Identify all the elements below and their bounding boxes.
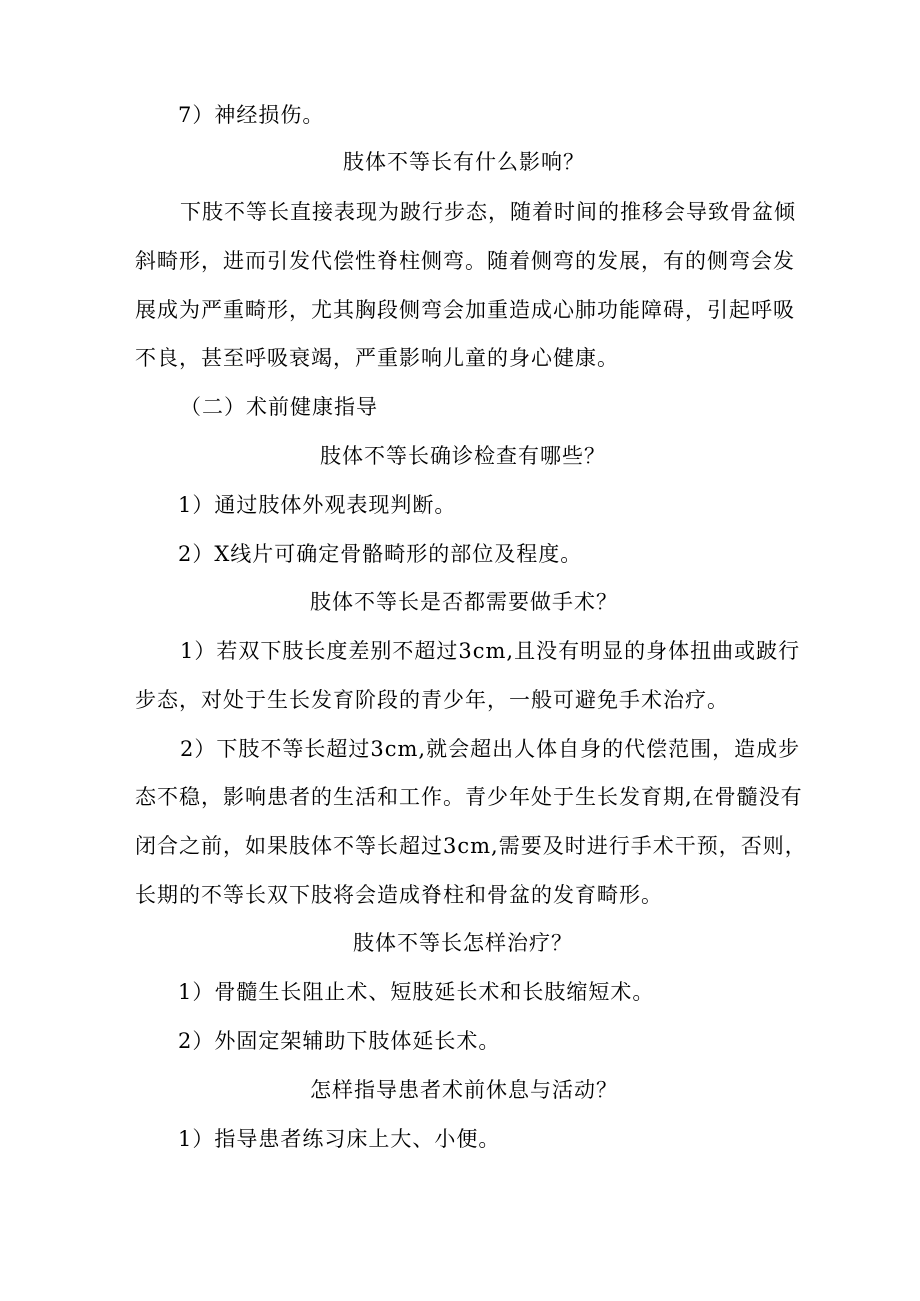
paragraph-line: 2）下肢不等长超过3cm,就会超出人体自身的代偿范围，造成步 xyxy=(180,737,801,761)
question-heading: 怎样指导患者术前休息与活动？ xyxy=(310,1078,618,1102)
question-heading: 肢体不等长怎样治疗？ xyxy=(353,931,573,955)
paragraph-line: 1）若双下肢长度差别不超过3cm,且没有明显的身体扭曲或跛行 xyxy=(180,639,801,663)
paragraph-line: 不良，甚至呼吸衰竭，严重影响儿童的身心健康。 xyxy=(135,346,619,370)
paragraph-line: 步态，对处于生长发育阶段的青少年，一般可避免手术治疗。 xyxy=(135,688,729,712)
paragraph-line: 态不稳，影响患者的生活和工作。青少年处于生长发育期,在骨髓没有 xyxy=(135,785,803,809)
question-heading: 肢体不等长确诊检查有哪些？ xyxy=(320,444,606,468)
question-heading: 肢体不等长是否都需要做手术？ xyxy=(310,590,618,614)
list-item-nerve-injury: 7）神经损伤。 xyxy=(178,103,325,127)
paragraph-line: 闭合之前，如果肢体不等长超过3cm,需要及时进行手术干预，否则， xyxy=(135,834,807,858)
list-item: 1）骨髓生长阻止术、短肢延长术和长肢缩短术。 xyxy=(178,980,655,1004)
section-heading: （二）术前健康指导 xyxy=(180,395,378,419)
paragraph-line: 展成为严重畸形，尤其胸段侧弯会加重造成心肺功能障碍，引起呼吸 xyxy=(135,298,795,322)
list-item: 1）指导患者练习床上大、小便。 xyxy=(178,1127,501,1151)
paragraph-line: 下肢不等长直接表现为跛行步态，随着时间的推移会导致骨盆倾 xyxy=(180,200,796,224)
list-item: 2）外固定架辅助下肢体延长术。 xyxy=(178,1029,501,1053)
list-item: 2）X线片可确定骨骼畸形的部位及程度。 xyxy=(178,542,583,566)
paragraph-line: 斜畸形，进而引发代偿性脊柱侧弯。随着侧弯的发展，有的侧弯会发 xyxy=(135,249,795,273)
paragraph-line: 长期的不等长双下肢将会造成脊柱和骨盆的发育畸形。 xyxy=(135,883,663,907)
list-item: 1）通过肢体外观表现判断。 xyxy=(178,493,457,517)
question-heading: 肢体不等长有什么影响？ xyxy=(343,150,585,174)
